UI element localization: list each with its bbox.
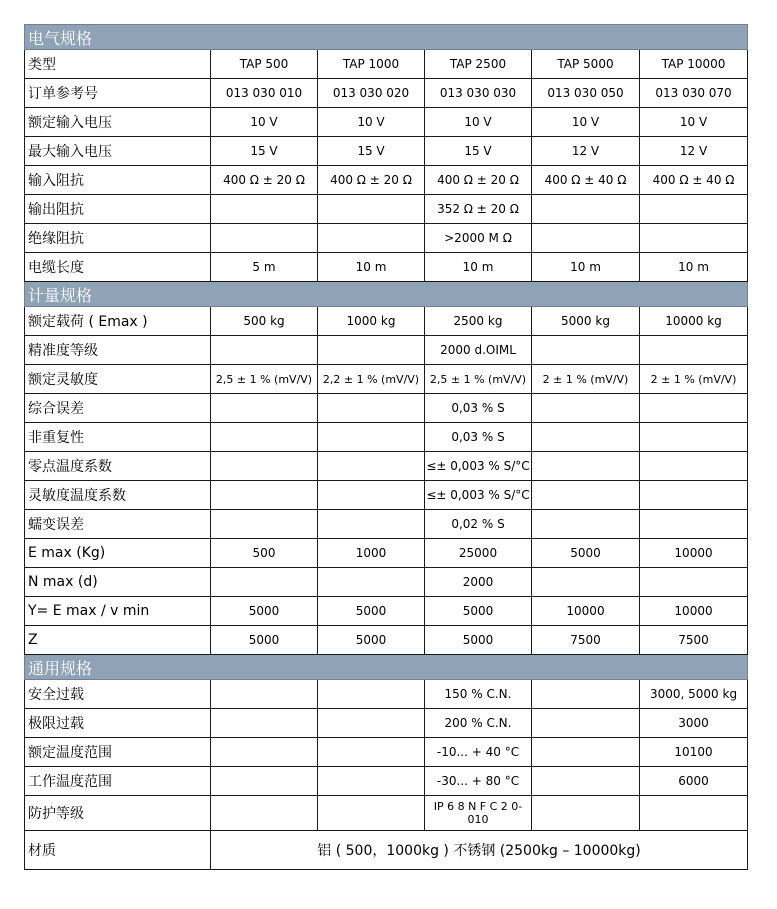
spec-value-cell — [318, 336, 425, 365]
spec-row — [25, 365, 748, 394]
row-label: 非重复性 — [25, 423, 211, 452]
row-label: 类型 — [25, 50, 211, 79]
spec-value-cell: 400 Ω ± 20 Ω — [425, 166, 532, 195]
row-label: 额定灵敏度 — [25, 365, 211, 394]
spec-value-cell: 013 030 030 — [425, 79, 532, 108]
row-label: E max (Kg) — [25, 539, 211, 568]
spec-value-cell: 3000 — [640, 709, 748, 738]
spec-row — [25, 307, 748, 336]
spec-value-cell: IP 6 8 N F C 2 0-010 — [425, 796, 532, 831]
spec-row — [25, 108, 748, 137]
spec-value-cell — [532, 336, 640, 365]
spec-value-cell — [640, 568, 748, 597]
spec-row — [25, 738, 748, 767]
spec-value-cell: 013 030 050 — [532, 79, 640, 108]
spec-value-cell: 10000 — [640, 539, 748, 568]
spec-value-cell: 013 030 070 — [640, 79, 748, 108]
spec-value-cell — [211, 738, 318, 767]
spec-value-cell: 6000 — [640, 767, 748, 796]
spec-value-cell: 5000 — [425, 597, 532, 626]
spec-value-cell — [318, 709, 425, 738]
row-label: 最大输入电压 — [25, 137, 211, 166]
spec-value-cell — [532, 767, 640, 796]
spec-row — [25, 568, 748, 597]
spec-value-cell: 2 ± 1 % (mV/V) — [532, 365, 640, 394]
spec-value-cell: 352 Ω ± 20 Ω — [425, 195, 532, 224]
spec-value-cell — [532, 510, 640, 539]
spec-row — [25, 224, 748, 253]
row-label: 防护等级 — [25, 796, 211, 831]
spec-value-cell — [318, 738, 425, 767]
spec-value-cell — [640, 796, 748, 831]
spec-sheet — [24, 24, 747, 870]
spec-value-cell — [532, 394, 640, 423]
spec-value-cell: 5000 — [425, 626, 532, 655]
section-header-row — [25, 282, 748, 307]
spec-value-cell — [318, 452, 425, 481]
spec-value-cell — [532, 224, 640, 253]
row-label: 额定温度范围 — [25, 738, 211, 767]
spec-value-cell — [318, 510, 425, 539]
spec-value-cell — [211, 195, 318, 224]
spec-value-cell: 15 V — [318, 137, 425, 166]
spec-row — [25, 539, 748, 568]
section-header: 计量规格 — [25, 282, 748, 307]
spec-row — [25, 452, 748, 481]
spec-row — [25, 510, 748, 539]
spec-value-cell: >2000 M Ω — [425, 224, 532, 253]
spec-value-cell: 400 Ω ± 20 Ω — [211, 166, 318, 195]
spec-value-cell — [640, 481, 748, 510]
spec-value-cell: 2000 d.OIML — [425, 336, 532, 365]
spec-value-cell: 5000 — [211, 626, 318, 655]
spec-value-cell — [318, 796, 425, 831]
spec-value-cell: 15 V — [211, 137, 318, 166]
spec-row — [25, 680, 748, 709]
spec-row — [25, 166, 748, 195]
spec-value-cell: 0,03 % S — [425, 394, 532, 423]
spec-row — [25, 79, 748, 108]
row-label: 订单参考号 — [25, 79, 211, 108]
spec-value-cell: 5 m — [211, 253, 318, 282]
spec-value-cell: 2,5 ± 1 % (mV/V) — [211, 365, 318, 394]
spec-value-cell: 2 ± 1 % (mV/V) — [640, 365, 748, 394]
spec-row — [25, 423, 748, 452]
spec-value-cell — [640, 510, 748, 539]
row-label: 输入阻抗 — [25, 166, 211, 195]
section-header-row — [25, 655, 748, 680]
spec-value-cell — [640, 224, 748, 253]
spec-value-cell: -10... + 40 °C — [425, 738, 532, 767]
spec-row — [25, 50, 748, 79]
row-label: 材质 — [25, 831, 211, 870]
spec-value-cell: 10000 — [640, 597, 748, 626]
spec-row — [25, 796, 748, 831]
spec-row — [25, 195, 748, 224]
spec-value-cell: ≤± 0,003 % S/°C — [425, 481, 532, 510]
spec-value-cell: 3000, 5000 kg — [640, 680, 748, 709]
spec-row — [25, 394, 748, 423]
spec-value-cell: 5000 — [532, 539, 640, 568]
spec-value-cell — [211, 510, 318, 539]
spec-value-cell: TAP 2500 — [425, 50, 532, 79]
spec-row — [25, 597, 748, 626]
spec-value-cell: 1000 — [318, 539, 425, 568]
spec-value-cell: 7500 — [640, 626, 748, 655]
spec-value-cell — [211, 568, 318, 597]
spec-value-cell — [318, 224, 425, 253]
spec-value-cell — [318, 568, 425, 597]
spec-value-cell: 0,02 % S — [425, 510, 532, 539]
spec-value-cell — [532, 481, 640, 510]
spec-value-cell — [211, 481, 318, 510]
spec-value-cell — [211, 767, 318, 796]
spec-value-cell — [211, 680, 318, 709]
spec-value-cell: 25000 — [425, 539, 532, 568]
spec-value-cell: 013 030 010 — [211, 79, 318, 108]
row-label: 工作温度范围 — [25, 767, 211, 796]
spec-value-cell: 10 V — [318, 108, 425, 137]
spec-value-cell: TAP 10000 — [640, 50, 748, 79]
spec-value-cell: 10 V — [640, 108, 748, 137]
spec-value-cell — [211, 423, 318, 452]
spec-value-cell: 7500 — [532, 626, 640, 655]
material-value: 铝 ( 500，1000kg ) 不锈钢 (2500kg – 10000kg) — [211, 831, 748, 870]
spec-value-cell: 12 V — [532, 137, 640, 166]
spec-value-cell: 10000 — [532, 597, 640, 626]
spec-value-cell: 10 V — [211, 108, 318, 137]
spec-row — [25, 626, 748, 655]
row-label: 电缆长度 — [25, 253, 211, 282]
spec-value-cell: -30... + 80 °C — [425, 767, 532, 796]
spec-value-cell: 10 m — [425, 253, 532, 282]
spec-value-cell — [211, 336, 318, 365]
spec-row — [25, 767, 748, 796]
spec-value-cell: 400 Ω ± 40 Ω — [640, 166, 748, 195]
spec-value-cell: 5000 — [211, 597, 318, 626]
spec-row — [25, 253, 748, 282]
spec-value-cell — [318, 481, 425, 510]
spec-value-cell: 150 % C.N. — [425, 680, 532, 709]
spec-value-cell — [211, 394, 318, 423]
spec-value-cell — [640, 452, 748, 481]
section-header: 电气规格 — [25, 25, 748, 50]
spec-value-cell: 12 V — [640, 137, 748, 166]
spec-value-cell: 5000 — [318, 597, 425, 626]
spec-table — [24, 24, 748, 870]
spec-value-cell: 2500 kg — [425, 307, 532, 336]
spec-value-cell: 10000 kg — [640, 307, 748, 336]
row-label: 安全过载 — [25, 680, 211, 709]
spec-value-cell: 1000 kg — [318, 307, 425, 336]
row-label: 额定载荷 ( Emax ) — [25, 307, 211, 336]
row-label: 蠕变误差 — [25, 510, 211, 539]
spec-row — [25, 481, 748, 510]
spec-value-cell — [532, 452, 640, 481]
material-row — [25, 831, 748, 870]
spec-value-cell: TAP 1000 — [318, 50, 425, 79]
spec-value-cell — [640, 336, 748, 365]
spec-value-cell — [318, 423, 425, 452]
spec-value-cell: 10 V — [532, 108, 640, 137]
section-header: 通用规格 — [25, 655, 748, 680]
row-label: 综合误差 — [25, 394, 211, 423]
spec-value-cell — [640, 394, 748, 423]
row-label: Z — [25, 626, 211, 655]
spec-value-cell — [532, 680, 640, 709]
spec-row — [25, 336, 748, 365]
spec-value-cell: 10100 — [640, 738, 748, 767]
spec-row — [25, 709, 748, 738]
spec-value-cell: 0,03 % S — [425, 423, 532, 452]
section-header-row — [25, 25, 748, 50]
spec-value-cell — [532, 709, 640, 738]
spec-value-cell — [640, 195, 748, 224]
spec-value-cell — [318, 394, 425, 423]
spec-value-cell — [318, 680, 425, 709]
spec-row — [25, 137, 748, 166]
row-label: 极限过载 — [25, 709, 211, 738]
spec-value-cell — [532, 423, 640, 452]
spec-value-cell: TAP 5000 — [532, 50, 640, 79]
spec-value-cell: 10 m — [532, 253, 640, 282]
spec-value-cell: 10 m — [318, 253, 425, 282]
spec-value-cell: 5000 kg — [532, 307, 640, 336]
spec-value-cell: ≤± 0,003 % S/°C — [425, 452, 532, 481]
spec-value-cell: 2,5 ± 1 % (mV/V) — [425, 365, 532, 394]
spec-value-cell — [532, 195, 640, 224]
spec-value-cell — [640, 423, 748, 452]
row-label: 灵敏度温度系数 — [25, 481, 211, 510]
row-label: 输出阻抗 — [25, 195, 211, 224]
spec-value-cell — [318, 767, 425, 796]
spec-value-cell: 10 m — [640, 253, 748, 282]
row-label: N max (d) — [25, 568, 211, 597]
row-label: 零点温度系数 — [25, 452, 211, 481]
spec-value-cell — [211, 709, 318, 738]
spec-value-cell: 400 Ω ± 20 Ω — [318, 166, 425, 195]
spec-value-cell: 500 — [211, 539, 318, 568]
row-label: Y= E max / v min — [25, 597, 211, 626]
spec-value-cell — [532, 796, 640, 831]
spec-value-cell — [318, 195, 425, 224]
spec-value-cell: 15 V — [425, 137, 532, 166]
row-label: 绝缘阻抗 — [25, 224, 211, 253]
spec-value-cell — [532, 738, 640, 767]
row-label: 精准度等级 — [25, 336, 211, 365]
spec-value-cell: 500 kg — [211, 307, 318, 336]
spec-value-cell — [211, 452, 318, 481]
spec-value-cell: 400 Ω ± 40 Ω — [532, 166, 640, 195]
spec-value-cell: 2,2 ± 1 % (mV/V) — [318, 365, 425, 394]
spec-value-cell: 200 % C.N. — [425, 709, 532, 738]
spec-value-cell — [532, 568, 640, 597]
spec-value-cell: TAP 500 — [211, 50, 318, 79]
row-label: 额定输入电压 — [25, 108, 211, 137]
spec-value-cell: 10 V — [425, 108, 532, 137]
spec-value-cell: 013 030 020 — [318, 79, 425, 108]
spec-value-cell — [211, 796, 318, 831]
spec-value-cell: 5000 — [318, 626, 425, 655]
spec-table-body — [25, 25, 748, 870]
spec-value-cell — [211, 224, 318, 253]
spec-value-cell: 2000 — [425, 568, 532, 597]
